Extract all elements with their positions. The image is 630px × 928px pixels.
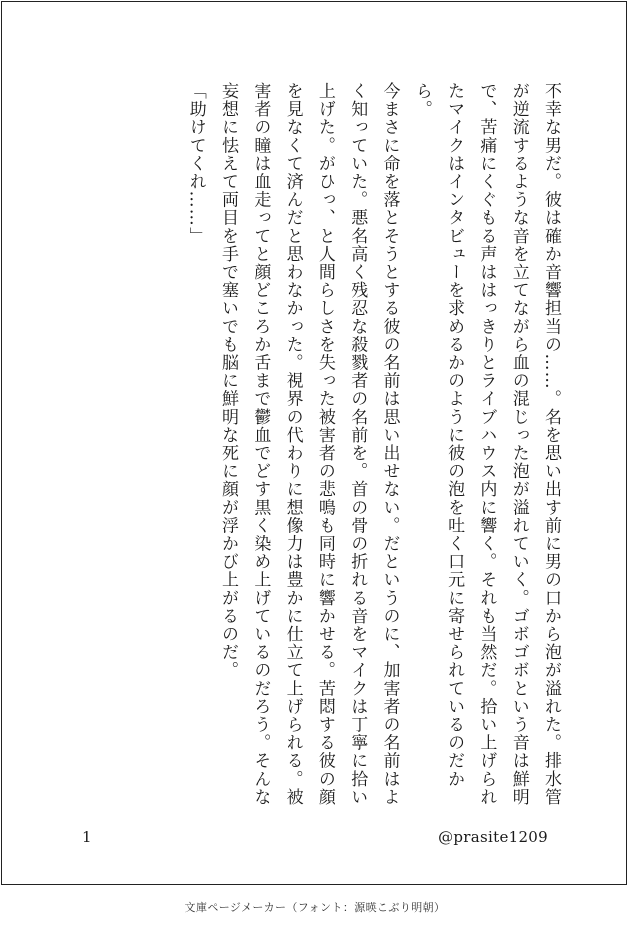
paragraph-1: 不幸な男だ。彼は確か音響担当の……。名を思い出す前に男の口から泡が溢れた。排水管が逆流するような音を立てながら血の混じった泡が溢れていく。ゴボゴボという音は鮮明で、苦痛にくぐもる声ははっきりとライブハウス内に響く。それも当然だ。拾い上げられたマイクはインタビューを求めるかのように彼の泡を吐く口元に寄せられているのだから。 — [411, 82, 561, 806]
author-handle: @prasite1209 — [438, 828, 548, 846]
page-number: 1 — [82, 828, 92, 846]
paragraph-3-dialogue: 「助けてくれ……」 — [185, 82, 206, 245]
footer-credit: 文庫ページメーカー（フォント：源暎こぶり明朝） — [184, 901, 446, 914]
body-text — [147, 82, 567, 807]
paragraph-2: 今まさに命を落とそうとする彼の名前は思い出せない。だというのに、加害者の名前はよく知っていた。悪名高く残忍な殺戮者の名前を。首の骨の折れる音をマイクは丁寧に拾い上げた。がひっ、と人間らしさを失った被害者の悲鳴も同時に響かせる。苦悶する彼の顔を見なくて済んだと思わなかった。視界の代わりに想像力は豊かに仕立て上げられる。被害者の瞳は血走ってと顔どころか舌まで鬱血でどす黒く染め上げているのだろう。そんな妄想に怯えて両目を手で塞いでも脳に鮮明な死に顔が浮かび上がるのだ。 — [218, 82, 400, 806]
book-page — [1, 1, 627, 885]
